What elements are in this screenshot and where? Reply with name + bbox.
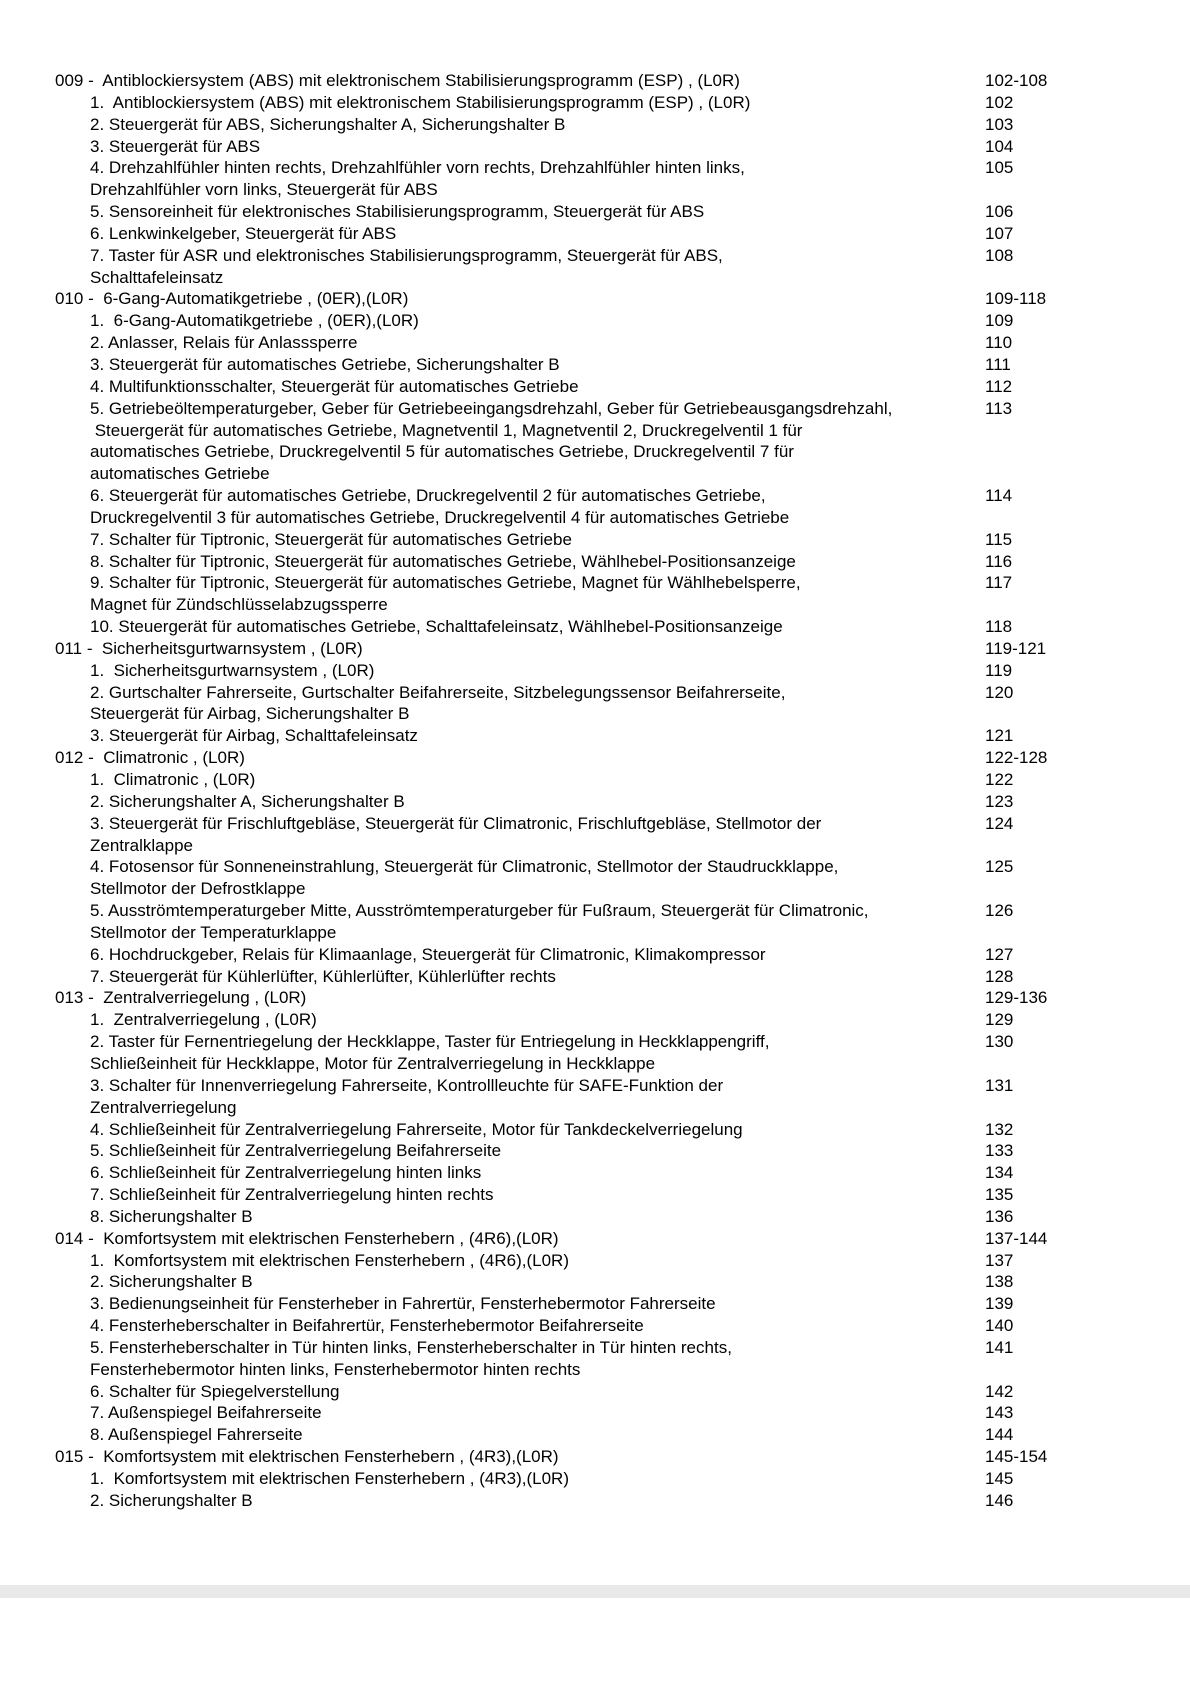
toc-row <box>55 288 1190 310</box>
toc-entry-text: 7. Steuergerät für Kühlerlüfter, Kühlerlüfter, Kühlerlüfter rechts <box>90 966 556 986</box>
toc-page-number: 124 <box>985 813 1014 833</box>
toc-row <box>55 1424 1190 1446</box>
toc-page-number: 144 <box>985 1425 1014 1445</box>
toc-page-number: 103 <box>985 114 1014 134</box>
toc-page-number: 106 <box>985 202 1014 222</box>
toc-row <box>55 201 1190 223</box>
toc-entry-text: 3. Steuergerät für Airbag, Schalttafeleinsatz <box>90 726 418 746</box>
toc-row <box>55 878 1190 900</box>
toc-row <box>55 1293 1190 1315</box>
toc-page-number: 108 <box>985 245 1014 265</box>
toc-entry-text: Magnet für Zündschlüsselabzugssperre <box>90 595 388 615</box>
toc-row <box>55 616 1190 638</box>
toc-page-number: 140 <box>985 1316 1014 1336</box>
toc-row <box>55 463 1190 485</box>
toc-row <box>55 1250 1190 1272</box>
toc-row <box>55 703 1190 725</box>
toc-entry-text: 5. Sensoreinheit für elektronisches Stabilisierungsprogramm, Steuergerät für ABS <box>90 202 705 222</box>
toc-entry-text: 014 - Komfortsystem mit elektrischen Fensterhebern , (4R6),(L0R) <box>55 1228 559 1248</box>
toc-row <box>55 922 1190 944</box>
toc-page-number: 130 <box>985 1032 1014 1052</box>
toc-row <box>55 507 1190 529</box>
toc-entry-text: Druckregelventil 3 für automatisches Getriebe, Druckregelventil 4 für automatisches Getriebe <box>90 507 790 527</box>
toc-entry-text: 7. Außenspiegel Beifahrerseite <box>90 1403 322 1423</box>
toc-page-number: 117 <box>985 573 1013 593</box>
toc-page-number: 112 <box>985 376 1013 396</box>
toc-row <box>55 441 1190 463</box>
toc-row <box>55 813 1190 835</box>
toc-page-number: 116 <box>985 551 1013 571</box>
toc-entry-text: 2. Steuergerät für ABS, Sicherungshalter A, Sicherungshalter B <box>90 114 566 134</box>
toc-page-number: 109 <box>985 311 1014 331</box>
toc-row <box>55 594 1190 616</box>
toc-row <box>55 856 1190 878</box>
toc-entry-text: 1. Climatronic , (L0R) <box>90 770 256 789</box>
toc-row <box>55 1490 1190 1512</box>
toc-row <box>55 1315 1190 1337</box>
toc-entry-text: 015 - Komfortsystem mit elektrischen Fensterhebern , (4R3),(L0R) <box>55 1447 559 1467</box>
toc-row <box>55 1446 1190 1468</box>
toc-page-number: 107 <box>985 223 1014 243</box>
toc-page-number: 131 <box>985 1075 1014 1095</box>
toc-row <box>55 1053 1190 1075</box>
toc-row <box>55 1206 1190 1228</box>
toc-entry-text: 5. Fensterheberschalter in Tür hinten links, Fensterheberschalter in Tür hinten rechts, <box>90 1337 732 1357</box>
toc-entry-text: 5. Getriebeöltemperaturgeber, Geber für Getriebeeingangsdrehzahl, Geber für Getriebeausgangsdrehzahl, <box>90 398 893 418</box>
toc-row <box>55 267 1190 289</box>
toc-page-number: 119-121 <box>985 638 1047 658</box>
toc-entry-text: 1. Komfortsystem mit elektrischen Fensterhebern , (4R3),(L0R) <box>90 1469 569 1488</box>
toc-list <box>55 70 1190 1512</box>
toc-row <box>55 944 1190 966</box>
toc-row <box>55 1228 1190 1250</box>
toc-row <box>55 179 1190 201</box>
toc-entry-text: 012 - Climatronic , (L0R) <box>55 748 245 768</box>
toc-page-number: 145 <box>985 1469 1014 1488</box>
toc-page-number: 121 <box>985 726 1014 746</box>
toc-entry-text: 3. Steuergerät für ABS <box>90 136 261 156</box>
toc-row <box>55 1359 1190 1381</box>
toc-row <box>55 682 1190 704</box>
toc-entry-text: Fensterhebermotor hinten links, Fensterhebermotor hinten rechts <box>90 1359 581 1379</box>
toc-entry-text: 2. Sicherungshalter A, Sicherungshalter B <box>90 791 405 811</box>
toc-row <box>55 310 1190 332</box>
toc-page-number: 146 <box>985 1490 1014 1510</box>
toc-page-number: 110 <box>985 333 1013 353</box>
toc-entry-text: 1. Zentralverriegelung , (L0R) <box>90 1010 317 1030</box>
toc-page-number: 134 <box>985 1163 1014 1183</box>
toc-entry-text: 5. Schließeinheit für Zentralverriegelung Beifahrerseite <box>90 1141 502 1161</box>
toc-page-number: 104 <box>985 136 1014 156</box>
toc-row <box>55 1184 1190 1206</box>
toc-row <box>55 485 1190 507</box>
toc-row <box>55 747 1190 769</box>
toc-row <box>55 398 1190 420</box>
toc-entry-text: 011 - Sicherheitsgurtwarnsystem , (L0R) <box>55 638 363 658</box>
toc-row <box>55 1381 1190 1403</box>
toc-row <box>55 354 1190 376</box>
toc-row <box>55 157 1190 179</box>
toc-entry-text: 9. Schalter für Tiptronic, Steuergerät für automatisches Getriebe, Magnet für Wählhebelsperre, <box>90 573 801 593</box>
toc-row <box>55 1162 1190 1184</box>
toc-page-number: 132 <box>985 1119 1014 1139</box>
toc-row <box>55 92 1190 114</box>
toc-entry-text: 7. Schalter für Tiptronic, Steuergerät für automatisches Getriebe <box>90 529 572 549</box>
toc-page-number: 129 <box>985 1010 1014 1030</box>
toc-row <box>55 1031 1190 1053</box>
toc-row <box>55 769 1190 791</box>
toc-page-number: 135 <box>985 1185 1014 1205</box>
toc-entry-text: Drehzahlfühler vorn links, Steuergerät für ABS <box>90 180 438 200</box>
toc-entry-text: 2. Anlasser, Relais für Anlasssperre <box>90 333 358 353</box>
toc-page-number: 105 <box>985 158 1014 178</box>
toc-row <box>55 1097 1190 1119</box>
toc-row <box>55 966 1190 988</box>
toc-entry-text: 2. Gurtschalter Fahrerseite, Gurtschalter Beifahrerseite, Sitzbelegungssensor Beifahrerseite, <box>90 682 786 702</box>
toc-row <box>55 1119 1190 1141</box>
toc-entry-text: 8. Sicherungshalter B <box>90 1206 253 1226</box>
toc-entry-text: 1. Komfortsystem mit elektrischen Fensterhebern , (4R6),(L0R) <box>90 1250 569 1270</box>
toc-entry-text: Zentralverriegelung <box>90 1097 237 1117</box>
toc-row <box>55 223 1190 245</box>
toc-page-number: 118 <box>985 617 1013 637</box>
toc-entry-text: 7. Schließeinheit für Zentralverriegelung hinten rechts <box>90 1185 494 1205</box>
toc-page-number: 129-136 <box>985 988 1048 1008</box>
toc-entry-text: 4. Fotosensor für Sonneneinstrahlung, Steuergerät für Climatronic, Stellmotor der Staudruckklappe, <box>90 857 839 877</box>
toc-page-number: 137-144 <box>985 1228 1048 1248</box>
toc-page-number: 109-118 <box>985 289 1047 309</box>
toc-row <box>55 114 1190 136</box>
toc-entry-text: 1. Sicherheitsgurtwarnsystem , (L0R) <box>90 660 375 680</box>
toc-page-number: 126 <box>985 901 1014 921</box>
toc-entry-text: 2. Taster für Fernentriegelung der Heckklappe, Taster für Entriegelung in Heckklappengriff, <box>90 1032 770 1052</box>
toc-row <box>55 1140 1190 1162</box>
toc-row <box>55 420 1190 442</box>
toc-entry-text: 6. Schalter für Spiegelverstellung <box>90 1381 340 1401</box>
toc-entry-text: 6. Lenkwinkelgeber, Steuergerät für ABS <box>90 223 397 243</box>
toc-page-number: 120 <box>985 682 1014 702</box>
toc-row <box>55 725 1190 747</box>
toc-entry-text: 8. Schalter für Tiptronic, Steuergerät für automatisches Getriebe, Wählhebel-Positionsanzeige <box>90 551 796 571</box>
toc-entry-text: Stellmotor der Temperaturklappe <box>90 922 337 942</box>
toc-row <box>55 660 1190 682</box>
toc-page-number: 142 <box>985 1381 1014 1401</box>
toc-page-number: 137 <box>985 1250 1014 1270</box>
toc-entry-text: Schalttafeleinsatz <box>90 267 224 287</box>
toc-row <box>55 70 1190 92</box>
toc-row <box>55 1271 1190 1293</box>
toc-entry-text: 6. Steuergerät für automatisches Getriebe, Druckregelventil 2 für automatisches Getriebe, <box>90 486 766 506</box>
toc-page-number: 145-154 <box>985 1447 1048 1467</box>
toc-entry-text: 4. Schließeinheit für Zentralverriegelung Fahrerseite, Motor für Tankdeckelverriegelung <box>90 1119 743 1139</box>
toc-row <box>55 332 1190 354</box>
toc-row <box>55 1075 1190 1097</box>
toc-entry-text: 5. Ausströmtemperaturgeber Mitte, Ausströmtemperaturgeber für Fußraum, Steuergerät für Climatronic, <box>90 901 869 921</box>
toc-page-number: 102-108 <box>985 71 1048 90</box>
toc-page-number: 102 <box>985 92 1014 112</box>
toc-row <box>55 1468 1190 1490</box>
toc-row <box>55 638 1190 660</box>
toc-entry-text: 009 - Antiblockiersystem (ABS) mit elektronischem Stabilisierungsprogramm (ESP) , (L0R) <box>55 71 740 90</box>
toc-page-number: 133 <box>985 1141 1014 1161</box>
toc-entry-text: Steuergerät für Airbag, Sicherungshalter B <box>90 704 410 724</box>
toc-entry-text: 3. Steuergerät für automatisches Getriebe, Sicherungshalter B <box>90 354 560 374</box>
toc-entry-text: 1. 6-Gang-Automatikgetriebe , (0ER),(L0R) <box>90 311 419 331</box>
toc-page-number: 136 <box>985 1206 1014 1226</box>
toc-row <box>55 987 1190 1009</box>
toc-entry-text: 6. Hochdruckgeber, Relais für Klimaanlage, Steuergerät für Climatronic, Klimakompressor <box>90 944 766 964</box>
toc-entry-text: 1. Antiblockiersystem (ABS) mit elektronischem Stabilisierungsprogramm (ESP) , (L0R) <box>90 92 751 112</box>
toc-row <box>55 900 1190 922</box>
toc-entry-text: 013 - Zentralverriegelung , (L0R) <box>55 988 307 1008</box>
toc-page-number: 113 <box>985 398 1013 418</box>
toc-entry-text: 6. Schließeinheit für Zentralverriegelung hinten links <box>90 1163 482 1183</box>
toc-page-number: 122-128 <box>985 748 1048 768</box>
toc-row <box>55 1337 1190 1359</box>
toc-page-number: 122 <box>985 770 1014 789</box>
toc-row <box>55 1402 1190 1424</box>
toc-row <box>55 529 1190 551</box>
toc-row <box>55 376 1190 398</box>
toc-row <box>55 245 1190 267</box>
toc-page-number: 123 <box>985 791 1014 811</box>
toc-page-number: 114 <box>985 486 1013 506</box>
toc-entry-text: 2. Sicherungshalter B <box>90 1272 253 1292</box>
toc-entry-text: automatisches Getriebe <box>90 464 270 484</box>
page-break-divider <box>0 1585 1190 1598</box>
toc-entry-text: 010 - 6-Gang-Automatikgetriebe , (0ER),(L0R) <box>55 289 409 309</box>
toc-entry-text: Zentralklappe <box>90 835 194 855</box>
toc-entry-text: 4. Fensterheberschalter in Beifahrertür, Fensterhebermotor Beifahrerseite <box>90 1316 644 1336</box>
toc-row <box>55 136 1190 158</box>
toc-entry-text: 4. Drehzahlfühler hinten rechts, Drehzahlfühler vorn rechts, Drehzahlfühler hinten links, <box>90 158 745 178</box>
toc-entry-text: 3. Steuergerät für Frischluftgebläse, Steuergerät für Climatronic, Frischluftgebläse, Stellmotor der <box>90 813 822 833</box>
toc-entry-text: Stellmotor der Defrostklappe <box>90 879 306 899</box>
toc-page-number: 141 <box>985 1337 1014 1357</box>
toc-entry-text: Steuergerät für automatisches Getriebe, Magnetventil 1, Magnetventil 2, Druckregelventil 1 für <box>90 420 803 440</box>
toc-page-number: 125 <box>985 857 1014 877</box>
toc-entry-text: 3. Bedienungseinheit für Fensterheber in Fahrertür, Fensterhebermotor Fahrerseite <box>90 1294 716 1314</box>
toc-row <box>55 551 1190 573</box>
toc-entry-text: 7. Taster für ASR und elektronisches Stabilisierungsprogramm, Steuergerät für ABS, <box>90 245 723 265</box>
toc-entry-text: Schließeinheit für Heckklappe, Motor für Zentralverriegelung in Heckklappe <box>90 1053 656 1073</box>
toc-entry-text: 3. Schalter für Innenverriegelung Fahrerseite, Kontrollleuchte für SAFE-Funktion der <box>90 1075 724 1095</box>
toc-page-number: 119 <box>985 660 1013 680</box>
toc-page-number: 143 <box>985 1403 1014 1423</box>
toc-row <box>55 791 1190 813</box>
toc-row <box>55 1009 1190 1031</box>
toc-row <box>55 835 1190 857</box>
toc-row <box>55 572 1190 594</box>
toc-entry-text: 8. Außenspiegel Fahrerseite <box>90 1425 303 1445</box>
toc-page-number: 139 <box>985 1294 1014 1314</box>
toc-page-number: 115 <box>985 529 1013 549</box>
toc-entry-text: 2. Sicherungshalter B <box>90 1490 253 1510</box>
toc-entry-text: 10. Steuergerät für automatisches Getriebe, Schalttafeleinsatz, Wählhebel-Positionsanzeige <box>90 617 783 637</box>
toc-entry-text: automatisches Getriebe, Druckregelventil 5 für automatisches Getriebe, Druckregelventil 7 für <box>90 442 794 462</box>
toc-page-number: 138 <box>985 1272 1014 1292</box>
toc-entry-text: 4. Multifunktionsschalter, Steuergerät für automatisches Getriebe <box>90 376 579 396</box>
toc-page-number: 111 <box>985 354 1011 374</box>
toc-page-number: 127 <box>985 944 1014 964</box>
toc-page-number: 128 <box>985 966 1014 986</box>
